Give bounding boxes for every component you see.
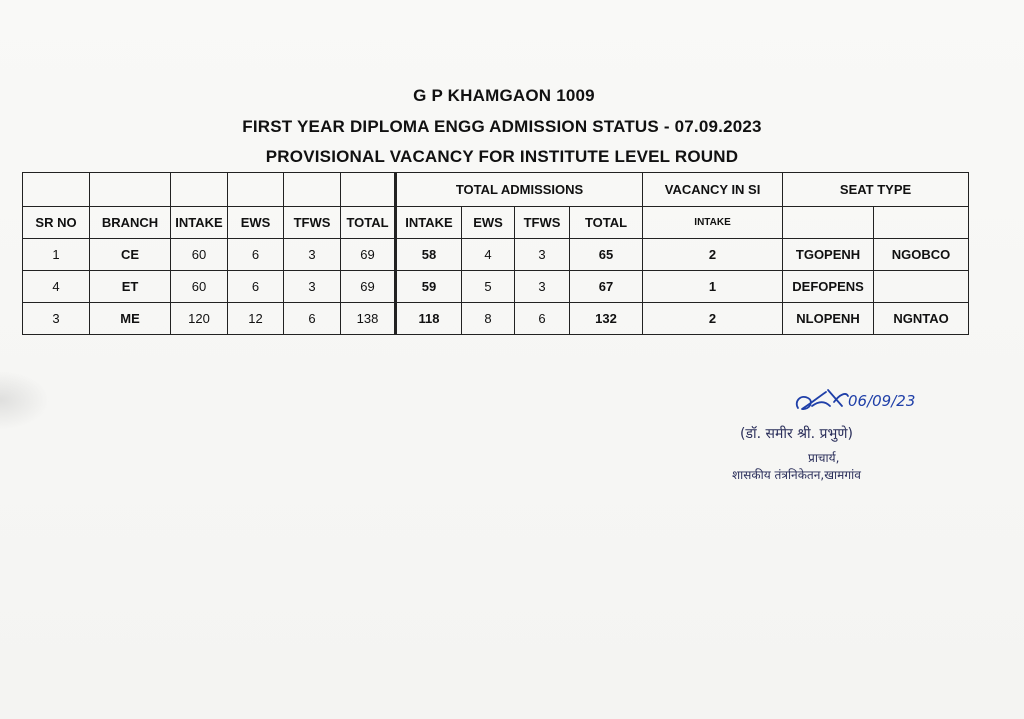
total-cell: 69 (341, 271, 396, 303)
vacancy-cell: 2 (643, 239, 783, 271)
empty-cell (228, 173, 284, 207)
seat-type-cell: NGNTAO (874, 303, 969, 335)
sr-no-cell: 3 (23, 303, 90, 335)
table-row (23, 303, 969, 335)
adm-total-cell: 67 (570, 271, 643, 303)
admission-status-table (22, 172, 969, 335)
principal-title: प्राचार्य, (808, 451, 840, 465)
seat-type-cell: TGOPENH (783, 239, 874, 271)
signature-ink (797, 390, 916, 410)
tfws-cell: 3 (284, 239, 341, 271)
page-shadow (0, 370, 50, 430)
principal-name: (डॉ. समीर श्री. प्रभुणे) (740, 426, 853, 442)
branch-cell: ET (90, 271, 171, 303)
col-header-sr-no: SR NO (23, 207, 90, 239)
adm-tfws-cell: 3 (515, 239, 570, 271)
seat-type-cell: NLOPENH (783, 303, 874, 335)
empty-cell (284, 173, 341, 207)
adm-total-cell: 132 (570, 303, 643, 335)
col-header-adm-ews: EWS (462, 207, 515, 239)
vacancy-cell: 1 (643, 271, 783, 303)
tfws-cell: 3 (284, 271, 341, 303)
table-column-header-row (23, 207, 969, 239)
adm-intake-cell: 58 (396, 239, 462, 271)
adm-intake-cell: 59 (396, 271, 462, 303)
sr-no-cell: 4 (23, 271, 90, 303)
document-title: FIRST YEAR DIPLOMA ENGG ADMISSION STATUS - 07.09.2023 (242, 117, 762, 136)
ews-cell: 6 (228, 271, 284, 303)
col-header-adm-tfws: TFWS (515, 207, 570, 239)
empty-cell (171, 173, 228, 207)
intake-cell: 60 (171, 271, 228, 303)
col-header-total: TOTAL (341, 207, 396, 239)
intake-cell: 120 (171, 303, 228, 335)
signature-block (720, 380, 950, 490)
branch-cell: CE (90, 239, 171, 271)
seat-type-cell: NGOBCO (874, 239, 969, 271)
institute-title: G P KHAMGAON 1009 (413, 86, 595, 105)
tfws-cell: 6 (284, 303, 341, 335)
seat-type-cell: DEFOPENS (783, 271, 874, 303)
adm-ews-cell: 5 (462, 271, 515, 303)
col-header-branch: BRANCH (90, 207, 171, 239)
signature-date: 06/09/23 (848, 392, 916, 410)
sr-no-cell: 1 (23, 239, 90, 271)
col-header-tfws: TFWS (284, 207, 341, 239)
adm-total-cell: 65 (570, 239, 643, 271)
col-header-ews: EWS (228, 207, 284, 239)
vacancy-header: VACANCY IN SI (643, 173, 783, 207)
col-header-adm-total: TOTAL (570, 207, 643, 239)
total-cell: 69 (341, 239, 396, 271)
empty-cell (341, 173, 396, 207)
empty-cell (90, 173, 171, 207)
vacancy-cell: 2 (643, 303, 783, 335)
col-header-intake: INTAKE (171, 207, 228, 239)
col-header-vac-intake: INTAKE (643, 207, 783, 239)
handwritten-signature (790, 380, 920, 420)
seat-type-cell (874, 271, 969, 303)
seat-type-header: SEAT TYPE (783, 173, 969, 207)
adm-tfws-cell: 3 (515, 271, 570, 303)
table-row (23, 239, 969, 271)
total-cell: 138 (341, 303, 396, 335)
adm-intake-cell: 118 (396, 303, 462, 335)
empty-cell (23, 173, 90, 207)
table-group-header-row (23, 173, 969, 207)
adm-ews-cell: 8 (462, 303, 515, 335)
table-row (23, 271, 969, 303)
empty-cell (783, 207, 874, 239)
ews-cell: 12 (228, 303, 284, 335)
document-subtitle: PROVISIONAL VACANCY FOR INSTITUTE LEVEL ROUND (265, 147, 739, 166)
ews-cell: 6 (228, 239, 284, 271)
branch-cell: ME (90, 303, 171, 335)
adm-tfws-cell: 6 (515, 303, 570, 335)
institute-name: शासकीय तंत्रनिकेतन,खामगांव (732, 468, 861, 482)
total-admissions-header: TOTAL ADMISSIONS (396, 173, 643, 207)
empty-cell (874, 207, 969, 239)
adm-ews-cell: 4 (462, 239, 515, 271)
col-header-adm-intake: INTAKE (396, 207, 462, 239)
intake-cell: 60 (171, 239, 228, 271)
